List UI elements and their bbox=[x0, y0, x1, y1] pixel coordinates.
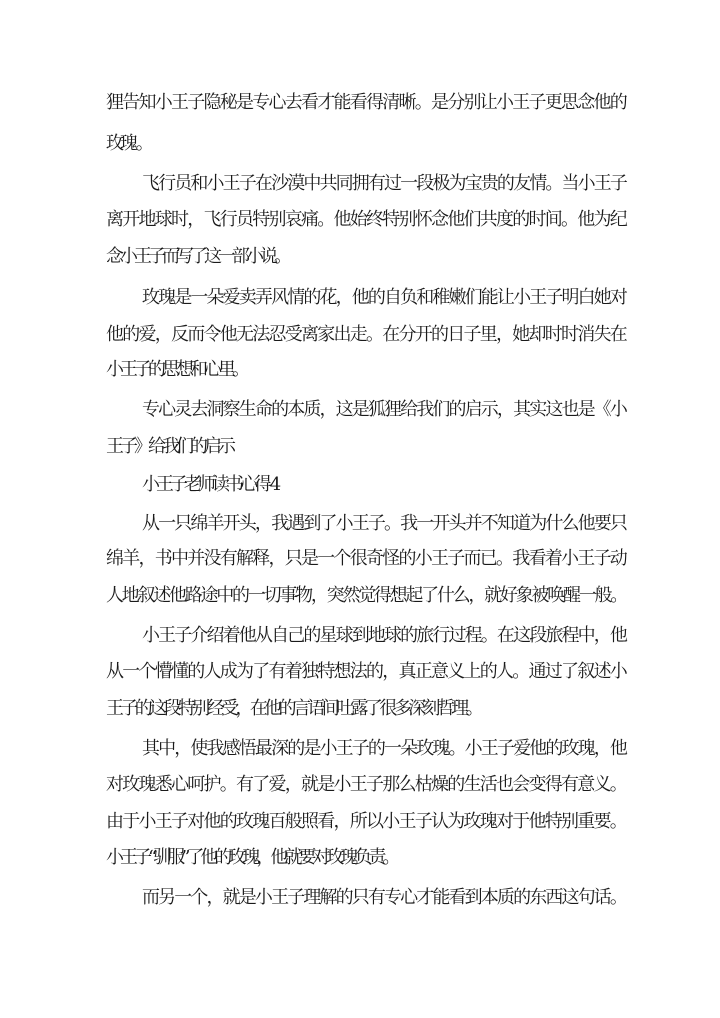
text-line: 小王子的思想和心里。 bbox=[106, 359, 246, 380]
text-line: 念小王子而写了这一部小说。 bbox=[106, 246, 288, 267]
text-line: 王子的这段特别经受，在他的言语间吐露了很多深刻哲理。 bbox=[106, 698, 480, 719]
text-line: 小王子“驯服”了他的玫瑰，他就要对玫瑰负责。 bbox=[106, 847, 397, 868]
text-line: 从一个懵懂的人成为了有着独特想法的，真正意义上的人。通过了叙述小 bbox=[106, 661, 626, 682]
text-line: 离开地球时，飞行员特别哀痛。他始终特别怀念他们共度的时间。他为纪 bbox=[106, 209, 626, 230]
text-line: 人地叙述他路途中的一切事物，突然觉得想起了什么，就好象被唤醒一般。 bbox=[106, 585, 626, 606]
text-line: 玫瑰是一朵爱卖弄风情的花，他的自负和稚嫩们能让小王子明白她对 bbox=[142, 287, 626, 308]
text-line: 由于小王子对他的玫瑰百般照看，所以小王子认为玫瑰对于他特别重要。 bbox=[106, 811, 626, 832]
text-line: 小王子介绍着他从自己的星球到地球的旅行过程。在这段旅程中，他 bbox=[142, 625, 626, 646]
text-line: 专心灵去洞察生命的本质，这是狐狸给我们的启示，其实这也是《小 bbox=[142, 399, 626, 420]
text-line: 其中，使我感悟最深的是小王子的一朵玫瑰。小王子爱他的玫瑰，他 bbox=[142, 738, 626, 759]
text-line: 从一只绵羊开头，我遇到了小王子。我一开头并不知道为什么他要只 bbox=[142, 513, 626, 534]
text-line: 对玫瑰悉心呵护。有了爱，就是小王子那么枯燥的生活也会变得有意义。 bbox=[106, 774, 626, 795]
text-line: 狸告知小王子隐秘是专心去看才能看得清晰。是分别让小王子更思念他的 bbox=[106, 92, 626, 113]
text-line: 而另一个，就是小王子理解的只有专心才能看到本质的东西这句话。 bbox=[142, 887, 626, 908]
text-line: 他的爱，反而令他无法忍受离家出走。在分开的日子里，她却时时消失在 bbox=[106, 324, 626, 345]
section-heading: 小王子老师读书心得 4 bbox=[142, 474, 278, 495]
text-line: 绵羊，书中并没有解释，只是一个很奇怪的小王子而已。我看着小王子动 bbox=[106, 548, 626, 569]
text-line: 玫瑰 。 bbox=[106, 133, 150, 154]
text-line: 飞行员和小王子在沙漠中共同拥有过一段极为宝贵的友情。当小王子 bbox=[142, 173, 626, 194]
text-line: 王子》给我们的启示 bbox=[106, 436, 232, 457]
